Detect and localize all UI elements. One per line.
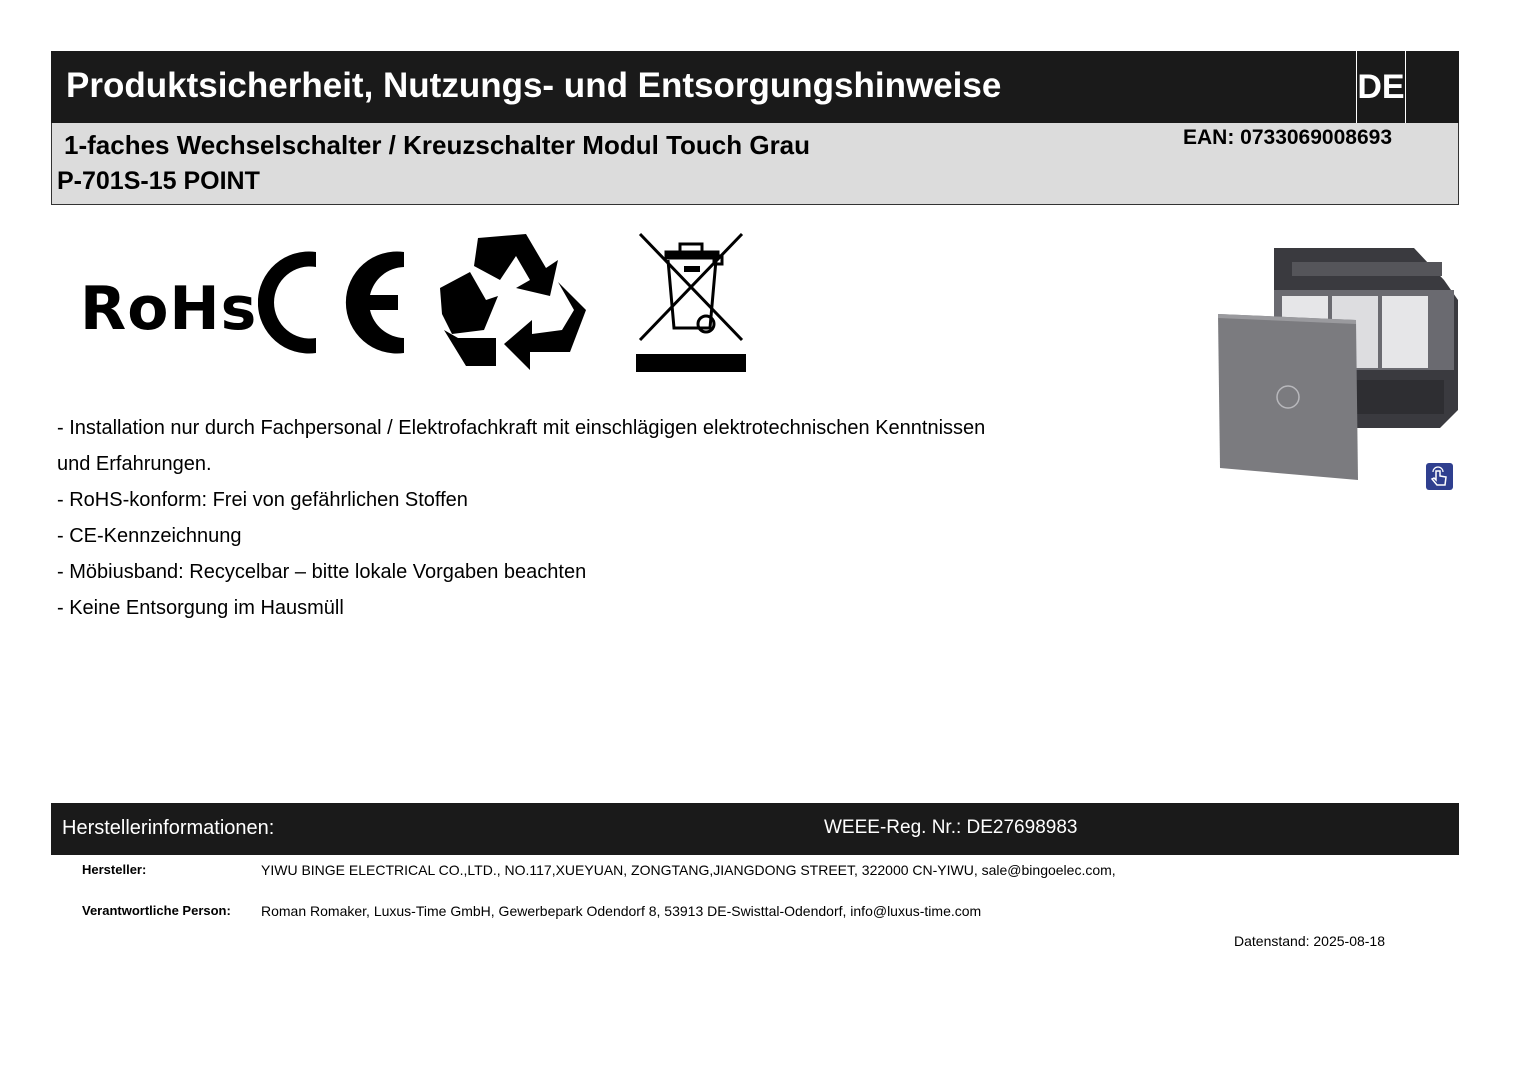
responsible-person-value: Roman Romaker, Luxus-Time GmbH, Gewerbepark Odendorf 8, 53913 DE-Swisttal-Odendorf, info@luxus-time.com: [261, 903, 982, 919]
recycling-icon: [438, 230, 588, 375]
instruction-line: und Erfahrungen.: [57, 453, 212, 475]
instruction-line: - Installation nur durch Fachpersonal / Elektrofachkraft mit einschlägigen elektrotechnischen Kenntnissen: [57, 417, 986, 439]
instruction-line: - RoHS-konform: Frei von gefährlichen Stoffen: [57, 489, 468, 511]
data-date: Datenstand: 2025-08-18: [1234, 933, 1385, 949]
product-model: P-701S-15 POINT: [57, 167, 260, 195]
ce-mark-icon: [258, 250, 408, 355]
manufacturer-value: YIWU BINGE ELECTRICAL CO.,LTD., NO.117,XUEYUAN, ZONGTANG,JIANGDONG STREET, 322000 CN-YIWU, sale@bingoelec.com,: [261, 862, 1116, 878]
page-title: Produktsicherheit, Nutzungs- und Entsorgungshinweise: [66, 66, 1002, 105]
language-code: DE: [1356, 51, 1406, 123]
product-name: 1-faches Wechselschalter / Kreuzschalter Modul Touch Grau: [64, 130, 811, 160]
responsible-person-label: Verantwortliche Person:: [82, 903, 231, 918]
product-image: [1214, 240, 1460, 484]
weee-bin-icon: [636, 232, 748, 374]
instruction-line: - CE-Kennzeichnung: [57, 525, 242, 547]
weee-registration: WEEE-Reg. Nr.: DE27698983: [824, 817, 1078, 838]
manufacturer-section-title: Herstellerinformationen:: [62, 817, 275, 839]
safety-instructions: [57, 410, 1137, 626]
rohs-logo: RoHs: [80, 274, 258, 344]
manufacturer-label: Hersteller:: [82, 862, 147, 877]
ean-code: EAN: 0733069008693: [1183, 126, 1392, 149]
instruction-line: - Keine Entsorgung im Hausmüll: [57, 597, 344, 619]
touch-icon: [1426, 463, 1453, 490]
instruction-line: - Möbiusband: Recycelbar – bitte lokale Vorgaben beachten: [57, 561, 587, 583]
